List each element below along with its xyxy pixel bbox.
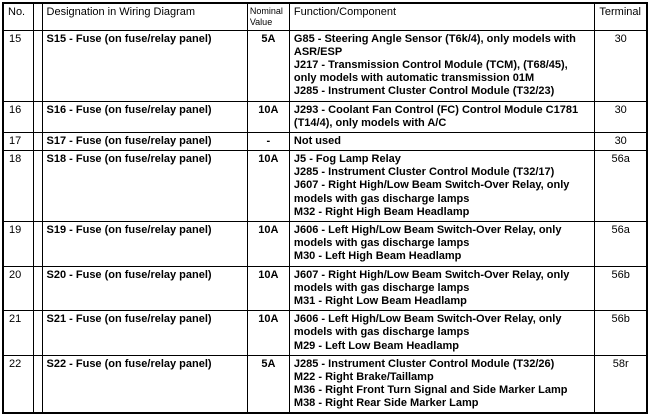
function-item: Not used [293, 134, 341, 147]
terminal-cell: 56a [595, 151, 647, 222]
row-number: 17 [3, 132, 33, 150]
header-nominal-value: Nominal Value [247, 3, 289, 30]
function-item: J217 - Transmission Control Module (TCM), (T68/45), only models with automatic transmission 01M [293, 58, 568, 85]
terminal-cell: 30 [595, 132, 647, 150]
function-cell [289, 311, 594, 356]
function-item: J5 - Fog Lamp Relay [293, 153, 401, 166]
designation-cell: S18 - Fuse (on fuse/relay panel) [42, 151, 247, 222]
header-terminal: Terminal [595, 3, 647, 30]
function-item: M29 - Left Low Beam Headlamp [293, 339, 459, 352]
table-row [3, 266, 647, 311]
table-row [3, 30, 647, 101]
fuse-symbol-cell [33, 311, 42, 356]
row-number: 16 [3, 101, 33, 132]
nominal-value-cell: 10A [247, 311, 289, 356]
function-item: J606 - Left High/Low Beam Switch-Over Relay, only models with gas discharge lamps [293, 313, 562, 339]
function-cell [289, 355, 594, 413]
table-row [3, 311, 647, 356]
fuse-symbol-cell [33, 101, 42, 132]
designation-cell: S22 - Fuse (on fuse/relay panel) [42, 355, 247, 413]
function-item: J293 - Coolant Fan Control (FC) Control Module C1781 (T14/4), only models with A/C [293, 103, 579, 129]
terminal-cell: 30 [595, 101, 647, 132]
fuse-symbol-cell [33, 355, 42, 413]
function-item: J606 - Left High/Low Beam Switch-Over Relay, only models with gas discharge lamps [293, 224, 562, 250]
function-cell [289, 266, 594, 311]
nominal-value-cell: 10A [247, 101, 289, 132]
row-number: 18 [3, 151, 33, 222]
fuse-assignment-table [2, 2, 648, 414]
designation-cell: S16 - Fuse (on fuse/relay panel) [42, 101, 247, 132]
function-item: M36 - Right Front Turn Signal and Side Marker Lamp [293, 384, 568, 397]
nominal-value-cell: 10A [247, 151, 289, 222]
nominal-value-cell: 10A [247, 222, 289, 267]
designation-cell: S15 - Fuse (on fuse/relay panel) [42, 30, 247, 101]
function-item: J285 - Instrument Cluster Control Module (T32/26) [293, 357, 555, 370]
nominal-value-cell: 10A [247, 266, 289, 311]
header-row [3, 3, 647, 30]
header-no: No. [3, 3, 33, 30]
function-item: J607 - Right High/Low Beam Switch-Over Relay, only models with gas discharge lamps [293, 179, 570, 205]
terminal-cell: 56a [595, 222, 647, 267]
row-number: 15 [3, 30, 33, 101]
function-item: M38 - Right Rear Side Marker Lamp [293, 397, 479, 410]
function-cell [289, 222, 594, 267]
row-number: 22 [3, 355, 33, 413]
nominal-value-cell: 5A [247, 30, 289, 101]
table-row [3, 101, 647, 132]
function-item: G85 - Steering Angle Sensor (T6k/4), only models with ASR/ESP [293, 32, 576, 58]
nominal-value-cell: - [247, 132, 289, 150]
fuse-symbol-cell [33, 30, 42, 101]
function-cell [289, 151, 594, 222]
terminal-cell: 58r [595, 355, 647, 413]
function-cell [289, 101, 594, 132]
table-row [3, 222, 647, 267]
header-function: Function/Component [289, 3, 594, 30]
table-row [3, 151, 647, 222]
function-item: J607 - Right High/Low Beam Switch-Over Relay, only models with gas discharge lamps [293, 268, 570, 294]
fuse-symbol-cell [33, 151, 42, 222]
fuse-symbol-cell [33, 132, 42, 150]
table-row [3, 132, 647, 150]
function-item: J285 - Instrument Cluster Control Module (T32/23) [293, 85, 555, 98]
row-number: 21 [3, 311, 33, 356]
function-cell [289, 132, 594, 150]
function-cell [289, 30, 594, 101]
function-item: M32 - Right High Beam Headlamp [293, 205, 470, 218]
terminal-cell: 56b [595, 311, 647, 356]
designation-cell: S17 - Fuse (on fuse/relay panel) [42, 132, 247, 150]
designation-cell: S21 - Fuse (on fuse/relay panel) [42, 311, 247, 356]
table-header [3, 3, 647, 30]
fuse-symbol-cell [33, 222, 42, 267]
row-number: 20 [3, 266, 33, 311]
table-body [3, 30, 647, 413]
function-item: M22 - Right Brake/Taillamp [293, 370, 434, 383]
designation-cell: S20 - Fuse (on fuse/relay panel) [42, 266, 247, 311]
header-designation: Designation in Wiring Diagram [42, 3, 247, 30]
function-item: M30 - Left High Beam Headlamp [293, 250, 462, 263]
fuse-symbol-cell [33, 266, 42, 311]
function-item: M31 - Right Low Beam Headlamp [293, 294, 467, 307]
nominal-value-cell: 5A [247, 355, 289, 413]
table-row [3, 355, 647, 413]
designation-cell: S19 - Fuse (on fuse/relay panel) [42, 222, 247, 267]
row-number: 19 [3, 222, 33, 267]
terminal-cell: 56b [595, 266, 647, 311]
terminal-cell: 30 [595, 30, 647, 101]
function-item: J285 - Instrument Cluster Control Module (T32/17) [293, 166, 555, 179]
header-symbol [33, 3, 42, 30]
